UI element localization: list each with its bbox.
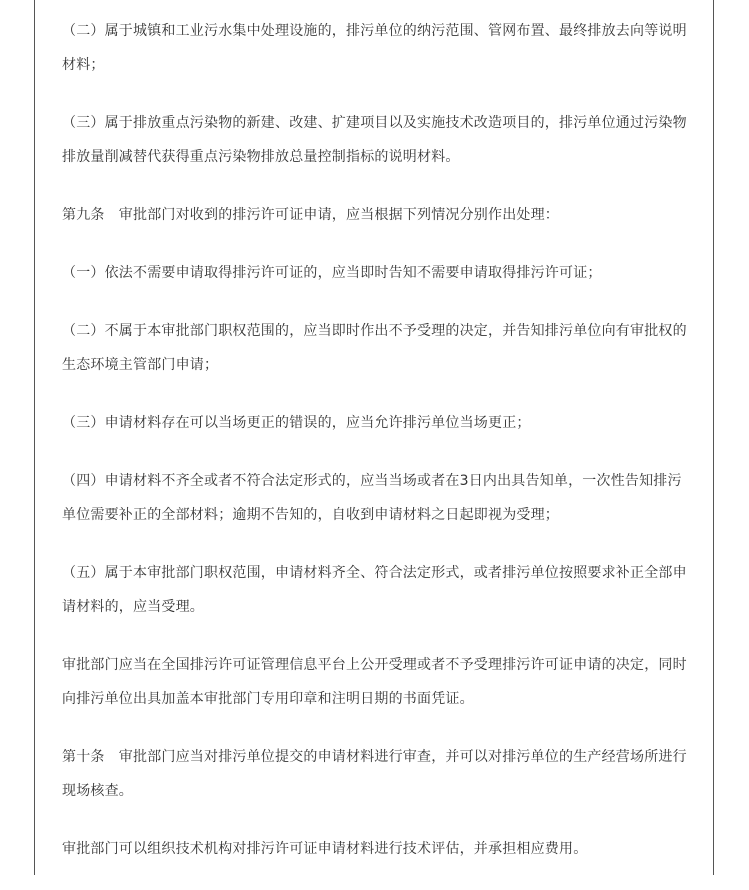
paragraph-item-3: （三）属于排放重点污染物的新建、改建、扩建项目以及实施技术改造项目的，排污单位通过污染物排放量削减替代获得重点污染物排放总量控制指标的说明材料。	[62, 115, 687, 165]
article-9-item-4: （四）申请材料不齐全或者不符合法定形式的，应当当场或者在3日内出具告知单，一次性告知排污单位需要补正的全部材料；逾期不告知的，自收到申请材料之日起即视为受理；	[62, 473, 682, 523]
article-9-closing-paragraph: 审批部门应当在全国排污许可证管理信息平台上公开受理或者不予受理排污许可证申请的决定，同时向排污单位出具加盖本审批部门专用印章和注明日期的书面凭证。	[62, 657, 687, 707]
article-9-heading: 第九条 审批部门对收到的排污许可证申请，应当根据下列情况分别作出处理：	[62, 207, 559, 223]
document-body	[62, 14, 692, 890]
article-10-heading: 第十条 审批部门应当对排污单位提交的申请材料进行审查，并可以对排污单位的生产经营场所进行现场核查。	[62, 749, 687, 799]
article-9-item-1: （一）依法不需要申请取得排污许可证的，应当即时告知不需要申请取得排污许可证；	[62, 265, 602, 281]
paragraph-item-2: （二）属于城镇和工业污水集中处理设施的，排污单位的纳污范围、管网布置、最终排放去向等说明材料；	[62, 23, 687, 73]
article-9-item-3: （三）申请材料存在可以当场更正的错误的，应当允许排污单位当场更正；	[62, 415, 531, 431]
article-10-paragraph: 审批部门可以组织技术机构对排污许可证申请材料进行技术评估，并承担相应费用。	[62, 841, 588, 857]
article-9-item-5: （五）属于本审批部门职权范围，申请材料齐全、符合法定形式，或者排污单位按照要求补正全部申请材料的，应当受理。	[62, 565, 687, 615]
article-9-item-2: （二）不属于本审批部门职权范围的，应当即时作出不予受理的决定，并告知排污单位向有审批权的生态环境主管部门申请；	[62, 323, 687, 373]
